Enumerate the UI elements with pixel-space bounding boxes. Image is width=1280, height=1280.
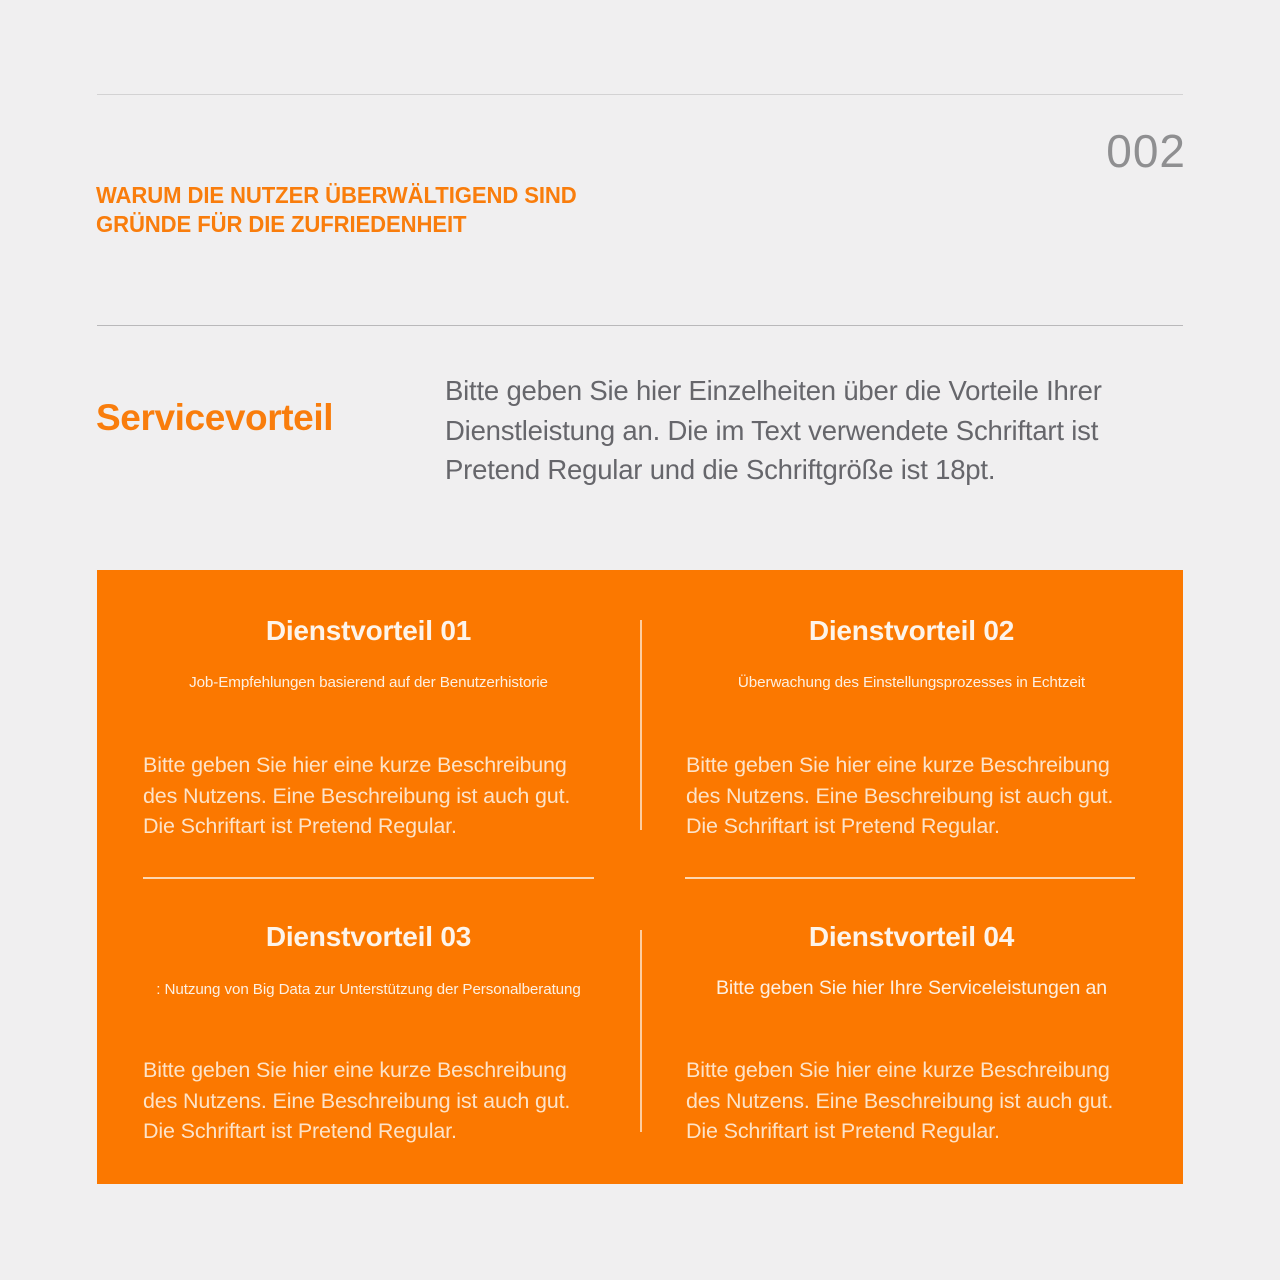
divider-top <box>97 94 1183 95</box>
benefit-cell-2[interactable] <box>640 570 1183 877</box>
eyebrow-line-2: GRÜNDE FÜR DIE ZUFRIEDENHEIT <box>96 211 467 237</box>
benefit-title-4: Dienstvorteil 04 <box>808 921 1015 952</box>
benefit-body-4: Bitte geben Sie hier eine kurze Beschreibung des Nutzens. Eine Beschreibung ist auch gut. Die Schriftart ist Pretend Regular. <box>686 1058 1114 1143</box>
benefit-cell-4[interactable] <box>640 877 1183 1184</box>
benefit-subtitle-1: Job-Empfehlungen basierend auf der Benutzerhistorie <box>189 674 548 691</box>
card-divider-vertical-top <box>640 620 642 830</box>
divider-middle <box>97 325 1183 326</box>
benefit-body-2: Bitte geben Sie hier eine kurze Beschreibung des Nutzens. Eine Beschreibung ist auch gut. Die Schriftart ist Pretend Regular. <box>686 753 1114 838</box>
benefits-card <box>97 570 1183 1184</box>
card-divider-horizontal-right <box>685 877 1135 879</box>
benefit-cell-3[interactable] <box>97 877 640 1184</box>
eyebrow-heading <box>96 181 577 239</box>
benefit-title-2: Dienstvorteil 02 <box>808 615 1015 646</box>
benefit-title-3: Dienstvorteil 03 <box>265 921 472 952</box>
benefit-cell-1[interactable] <box>97 570 640 877</box>
section-description: Bitte geben Sie hier Einzelheiten über die Vorteile Ihrer Dienstleistung an. Die im Text verwendete Schriftart ist Pretend Regular und die Schriftgröße ist 18pt. <box>445 375 1102 485</box>
card-divider-vertical-bottom <box>640 930 642 1132</box>
card-divider-horizontal-left <box>143 877 594 879</box>
eyebrow-line-1: WARUM DIE NUTZER ÜBERWÄLTIGEND SIND <box>96 182 577 208</box>
benefit-body-1: Bitte geben Sie hier eine kurze Beschreibung des Nutzens. Eine Beschreibung ist auch gut. Die Schriftart ist Pretend Regular. <box>143 753 571 838</box>
section-title: Servicevorteil <box>96 397 334 438</box>
benefit-subtitle-2: Überwachung des Einstellungsprozesses in Echtzeit <box>737 674 1086 691</box>
benefit-title-1: Dienstvorteil 01 <box>265 615 472 646</box>
benefit-body-3: Bitte geben Sie hier eine kurze Beschreibung des Nutzens. Eine Beschreibung ist auch gut. Die Schriftart ist Pretend Regular. <box>143 1058 571 1143</box>
benefit-subtitle-4: Bitte geben Sie hier Ihre Serviceleistungen an <box>715 977 1108 999</box>
benefit-subtitle-3: : Nutzung von Big Data zur Unterstützung der Personalberatung <box>156 981 581 998</box>
page-number: 002 <box>1106 125 1186 177</box>
